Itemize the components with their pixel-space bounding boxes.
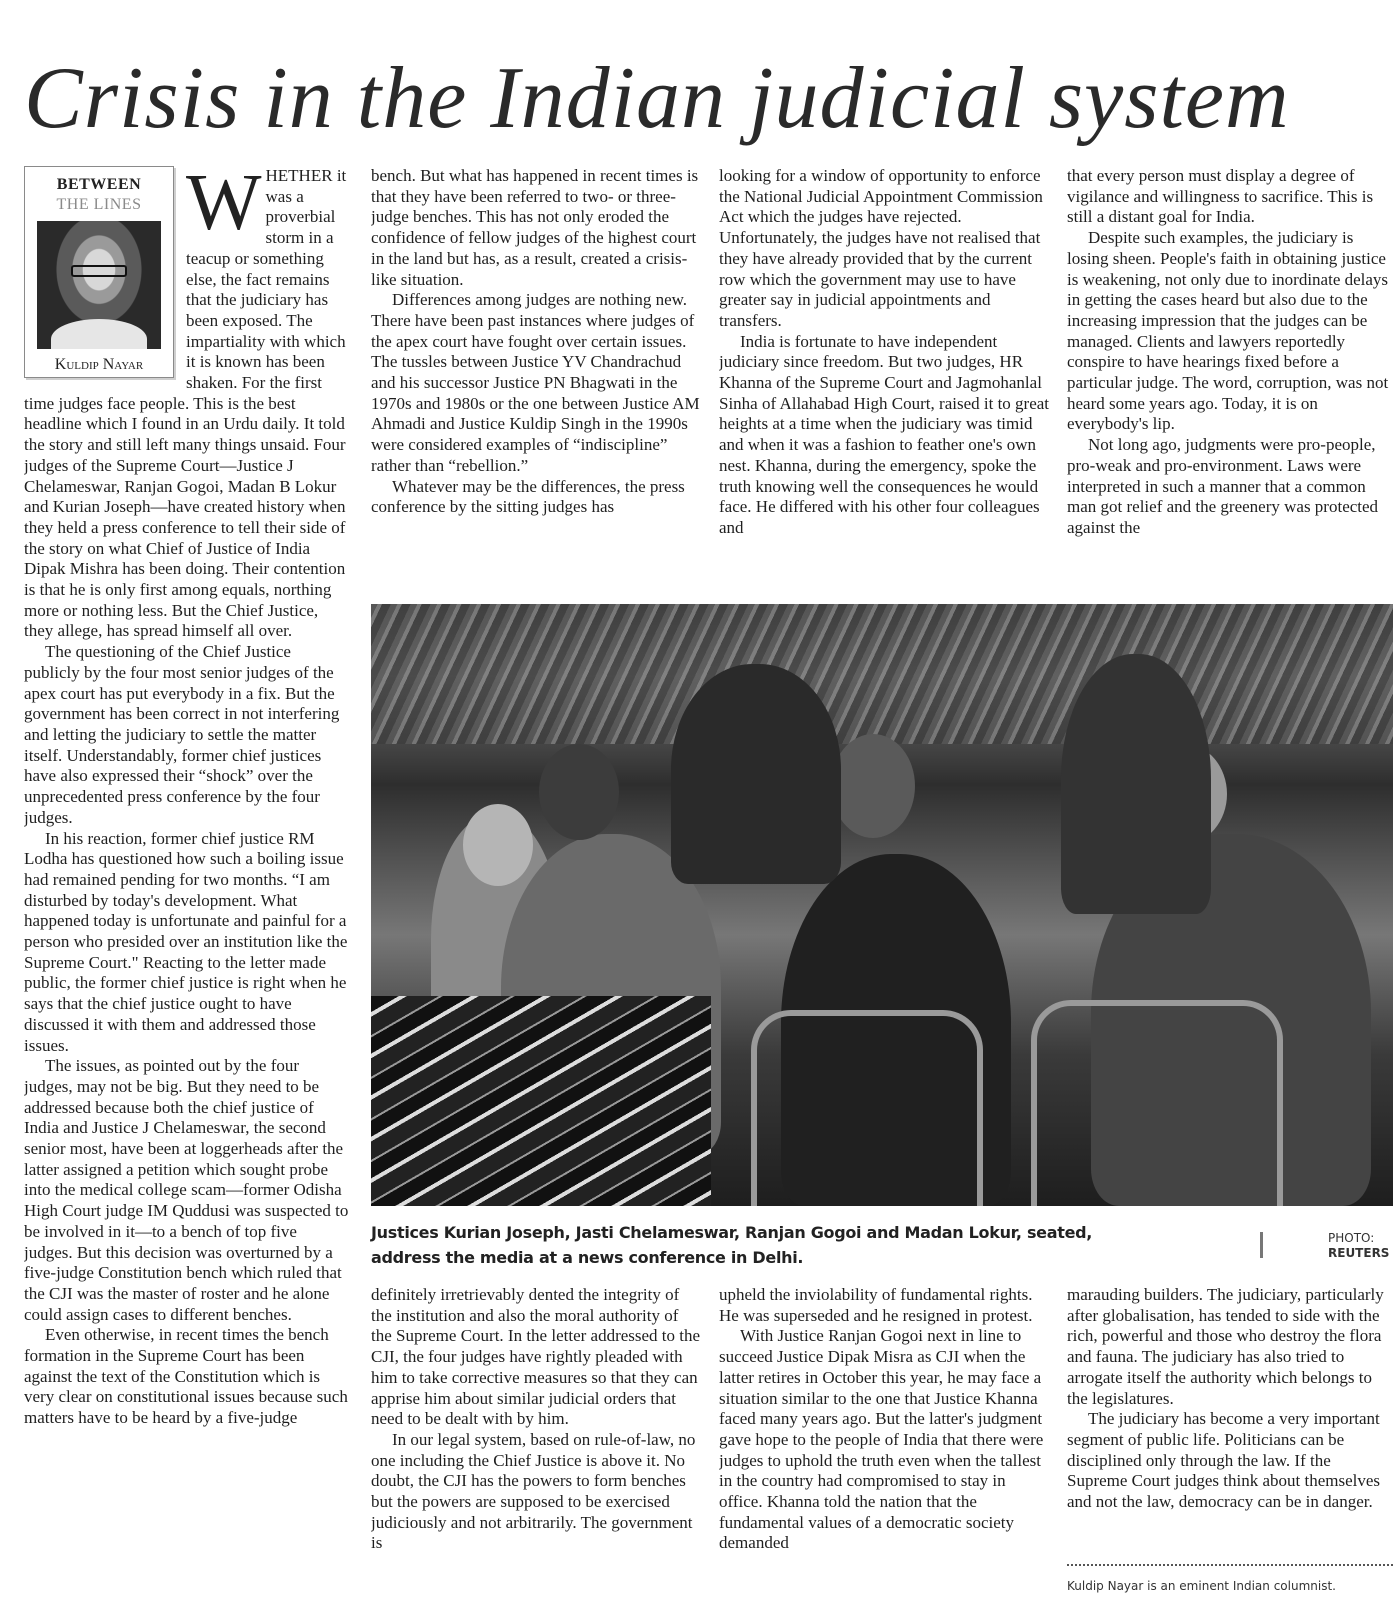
head-shape bbox=[463, 804, 533, 886]
paragraph: Even otherwise, in recent times the bench formation in the Supreme Court has been against the text of the Constitution which is very clear on constitutional issues because such matters have to be heard by a five-judge bbox=[24, 1325, 348, 1428]
paragraph: The judiciary has become a very important segment of public life. Politicians can be disciplined only through the law. If the Supreme Court judges think about themselves and not the law, democracy can be in danger. bbox=[1067, 1409, 1381, 1512]
article-column-2-continued bbox=[371, 1285, 701, 1595]
article-column-3-continued bbox=[719, 1285, 1049, 1595]
lead-text: it was a proverbial storm in a teacup or something else, the fact remains that the judiciary has been exposed. The impartiality with which it is known has been shaken. For the first time judges face people. This is the best headline which I found in an Urdu daily. It told the story and still left many things unsaid. Four judges of the Supreme Court—Justice J Chelameswar, Ranjan Gogoi, Madan B Lokur and Kurian Joseph—have created history when they held a press conference to tell their side of the story on what Chief of Justice of India Dipak Mishra has been doing. Their contention is that he is only first among equals, northing more or nothing less. But the Chief Justice, they allege, has spread himself all over. bbox=[24, 166, 347, 641]
headline: Crisis in the Indian judicial system bbox=[24, 50, 1290, 147]
paragraph: The questioning of the Chief Justice publicly by the four most senior judges of the apex court has put everybody in a fix. But the government has been correct in not interfering and letting the judiciary to settle the matter itself. Understandably, former chief justices have also expressed their “shock” over the unprecedented press conference by the four judges. bbox=[24, 642, 340, 827]
paragraph: Whatever may be the differences, the press conference by the sitting judges has bbox=[371, 476, 685, 517]
chair-shape bbox=[1031, 1000, 1283, 1206]
column-label-line2: THE LINES bbox=[56, 196, 142, 213]
credit-label: PHOTO: bbox=[1328, 1231, 1375, 1245]
article-column-4-continued bbox=[1067, 1285, 1393, 1560]
paragraph: looking for a window of opportunity to enforce the National Judicial Appointment Commission Act which the judges have rejected. Unfortunately, the judges have not realised that they have already provided that by the current row which the government may use to have greater say in judicial appointments and transfers. bbox=[719, 166, 1043, 330]
paragraph: Despite such examples, the judiciary is losing sheen. People's faith in obtaining justice is weakening, not only due to inordinate delays in getting the cases heard but also due to the increasing impression that the judges can be managed. Clients and lawyers reportedly conspire to have hearings fixed before a particular judge. The word, corruption, was not heard some years ago. Today, it is on everybody's lip. bbox=[1067, 228, 1389, 434]
paragraph: upheld the inviolability of fundamental rights. He was superseded and he resigned in protest. bbox=[719, 1285, 1033, 1325]
paragraph: marauding builders. The judiciary, particularly after globalisation, has tended to side with the rich, powerful and those who destroy the flora and fauna. The judiciary has also tried to arrogate itself the authority which belongs to the legislatures. bbox=[1067, 1285, 1384, 1408]
microphone-cluster bbox=[371, 996, 711, 1206]
column-byline-box bbox=[24, 166, 174, 378]
photo-caption: Justices Kurian Joseph, Jasti Chelameswar, Ranjan Gogoi and Madan Lokur, seated, address the media at a news conference in Delhi. bbox=[371, 1223, 1093, 1267]
author-name: Kuldip Nayar bbox=[54, 356, 144, 373]
lead-word: HETHER bbox=[265, 166, 333, 185]
person-shape bbox=[671, 664, 841, 884]
article-column-3 bbox=[719, 166, 1049, 576]
paragraph: With Justice Ranjan Gogoi next in line to succeed Justice Dipak Misra as CJI when the latter retires in October this year, he may face a situation similar to the one that Justice Khanna faced many years ago. But the latter's judgment gave hope to the people of India that there were judges to uphold the truth even when the tallest in the country had compromised to stay in office. Khanna told the nation that the fundamental values of a democratic society demanded bbox=[719, 1326, 1044, 1553]
paragraph: Not long ago, judgments were pro-people, pro-weak and pro-environment. Laws were interpreted in such a manner that a common man got relief and the greenery was protected against the bbox=[1067, 435, 1379, 537]
news-photo bbox=[371, 604, 1393, 1206]
paragraph: The issues, as pointed out by the four judges, may not be big. But they need to be addressed because both the chief justice of India and Justice J Chelameswar, the second senior most, have been at loggerheads after the latter assigned a petition which sought probe into the medical college scam—former Odisha High Court judge IM Quddusi was suspected to be involved in it—to a bench of top five judges. But this decision was overturned by a five-judge Constitution bench which ruled that the CJI was the master of roster and he alone could assign cases to different benches. bbox=[24, 1056, 349, 1324]
paragraph: Differences among judges are nothing new. There have been past instances where judges of the apex court have fought over certain issues. The tussles between Justice YV Chandrachud and his successor Justice PN Bhagwati in the 1970s and 1980s or the one between Justice AM Ahmadi and Justice Kuldip Singh in the 1990s were considered examples of “indiscipline” rather than “rebellion.” bbox=[371, 290, 700, 475]
paragraph: India is fortunate to have independent judiciary since freedom. But two judges, HR Khanna of the Supreme Court and Jagmohanlal Sinha of Allahabad High Court, raised it to great heights at a time when the judiciary was timid and when it was a fashion to feather one's own nest. Khanna, during the emergency, spoke the truth knowing well the consequences he would face. He differed with his other four colleagues and bbox=[719, 331, 1049, 537]
paragraph: In our legal system, based on rule-of-law, no one including the Chief Justice is above it. No doubt, the CJI has the powers to form benches but the powers are supposed to be exercised judiciously and not arbitrarily. The government is bbox=[371, 1429, 696, 1553]
person-shape bbox=[1061, 654, 1211, 914]
author-portrait bbox=[37, 221, 161, 349]
dropcap: W bbox=[186, 166, 262, 247]
glasses-shape bbox=[71, 265, 127, 277]
article-column-1 bbox=[24, 166, 349, 1596]
author-footnote: Kuldip Nayar is an eminent Indian columnist. bbox=[1067, 1579, 1336, 1593]
column-label-line1: BETWEEN bbox=[56, 176, 142, 193]
footnote-divider bbox=[1067, 1564, 1393, 1566]
credit-source: REUTERS bbox=[1328, 1246, 1390, 1260]
head-shape bbox=[539, 744, 619, 840]
credit-divider bbox=[1260, 1232, 1263, 1258]
photo-credit bbox=[1328, 1231, 1389, 1261]
article-column-4 bbox=[1067, 166, 1393, 576]
paragraph: In his reaction, former chief justice RM Lodha has questioned how such a boiling issue had remained pending for two months. “I am disturbed by today's development. What happened today is unfortunate and painful for a person who presided over an institution like the Supreme Court." Reacting to the letter made public, the former chief justice is right when he says that the chief justice ought to have discussed it with them and addressed those issues. bbox=[24, 828, 348, 1055]
article-column-2 bbox=[371, 166, 701, 576]
chair-shape bbox=[751, 1010, 983, 1206]
shirt-shape bbox=[51, 319, 147, 349]
head-shape bbox=[831, 734, 915, 838]
paragraph: that every person must display a degree of vigilance and willingness to sacrifice. This is still a distant goal for India. bbox=[1067, 166, 1374, 227]
paragraph: bench. But what has happened in recent times is that they have been referred to two- or three-judge benches. This has not only eroded the confidence of fellow judges of the highest court in the land but has, as a result, created a crisis-like situation. bbox=[371, 166, 699, 289]
tree-background bbox=[371, 604, 1393, 744]
paragraph: definitely irretrievably dented the integrity of the institution and also the moral authority of the Supreme Court. In the letter addressed to the CJI, the four judges have rightly pleaded with him to take corrective measures so that they can apprise him about similar judicial orders that need to be dealt with by him. bbox=[371, 1285, 701, 1429]
